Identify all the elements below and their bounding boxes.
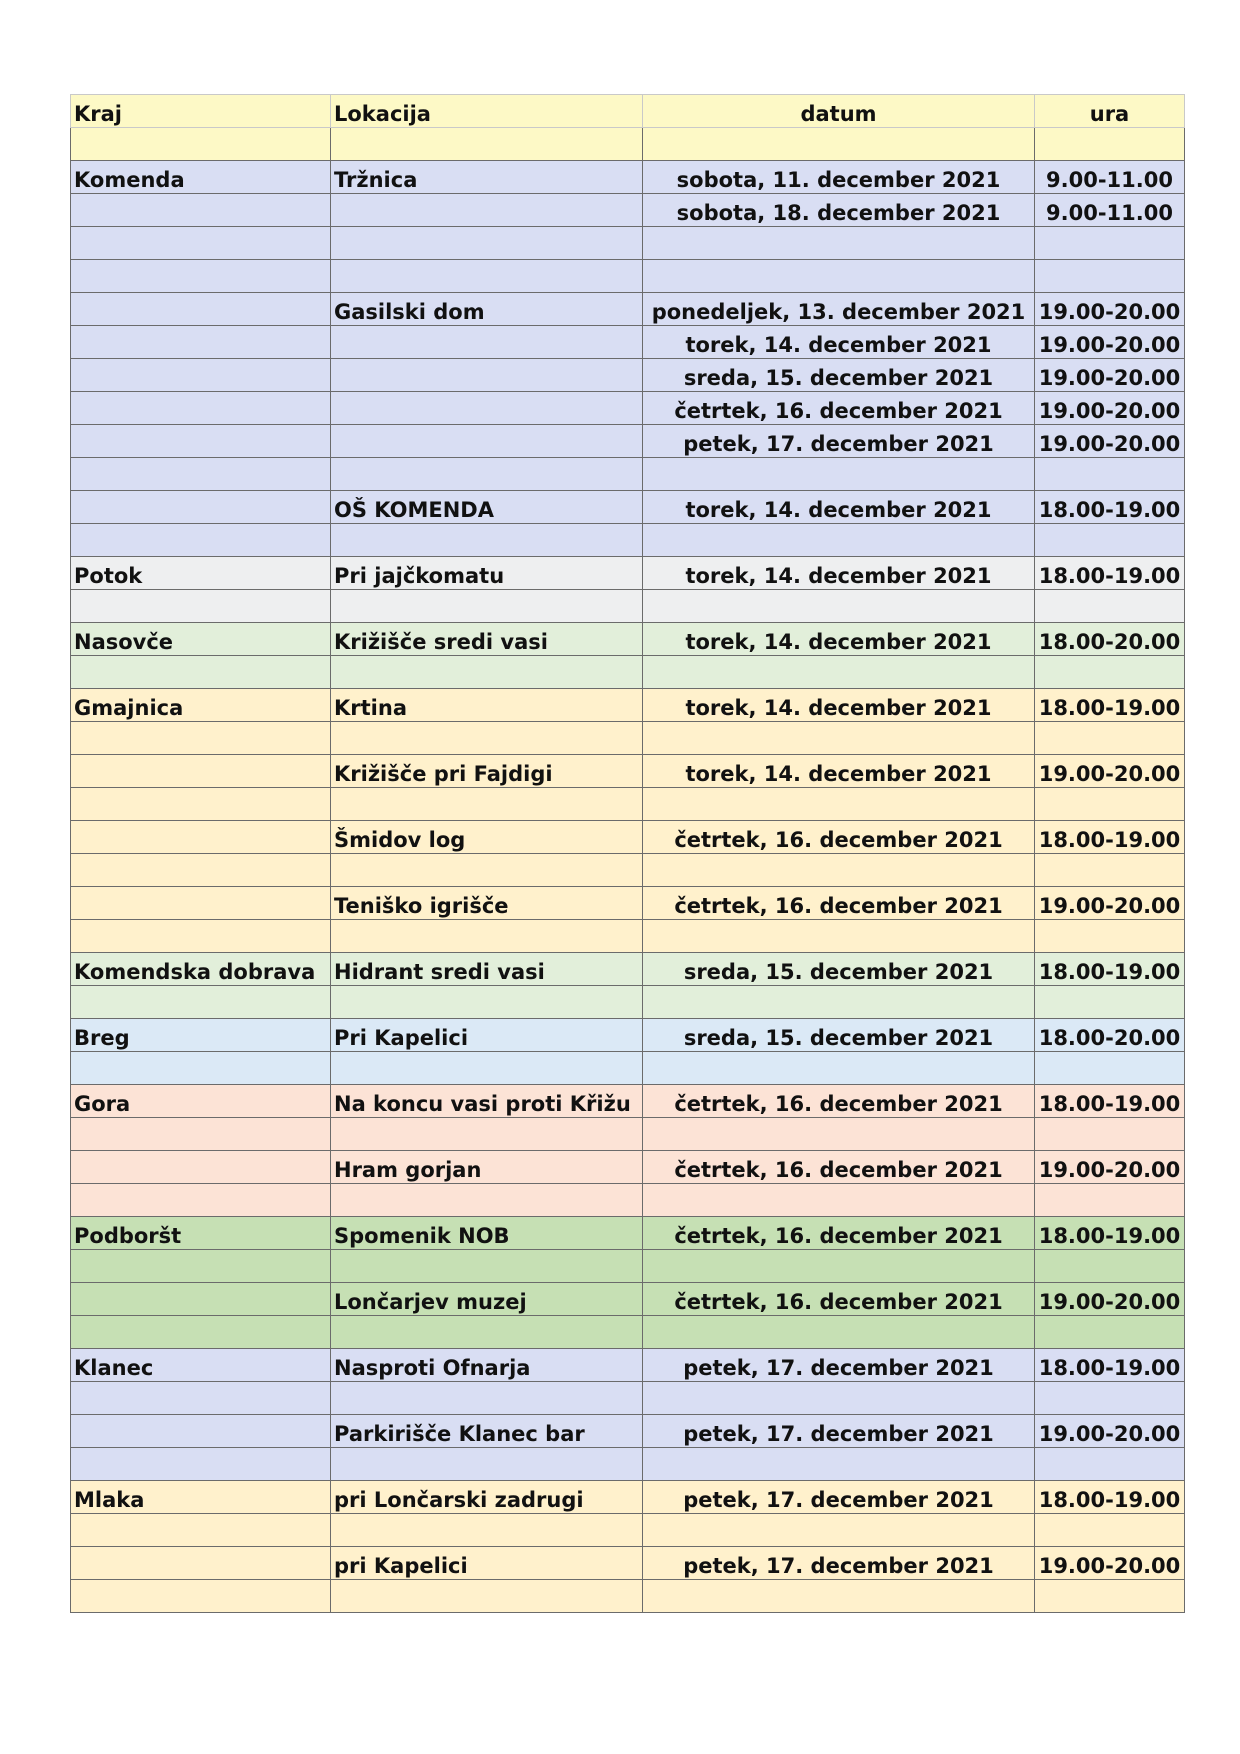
- cell-lokacija: [331, 986, 643, 1019]
- cell-kraj: [71, 755, 331, 788]
- cell-datum: [643, 1382, 1035, 1415]
- column-header-datum: datum: [643, 95, 1035, 128]
- cell-lokacija: [331, 920, 643, 953]
- cell-lokacija: Spomenik NOB: [331, 1217, 643, 1250]
- cell-datum: [643, 128, 1035, 161]
- schedule-sheet: [70, 94, 1184, 1613]
- cell-ura: [1035, 722, 1185, 755]
- cell-lokacija: [331, 1580, 643, 1613]
- table-row: [71, 326, 1185, 359]
- cell-ura: [1035, 920, 1185, 953]
- cell-lokacija: Pri Kapelici: [331, 1019, 643, 1052]
- table-row: [71, 1580, 1185, 1613]
- cell-kraj: [71, 1316, 331, 1349]
- cell-kraj: [71, 821, 331, 854]
- cell-kraj: Komendska dobrava: [71, 953, 331, 986]
- cell-datum: petek, 17. december 2021: [643, 1481, 1035, 1514]
- cell-datum: [643, 1184, 1035, 1217]
- cell-kraj: [71, 293, 331, 326]
- cell-ura: 18.00-19.00: [1035, 1349, 1185, 1382]
- table-row: [71, 1052, 1185, 1085]
- cell-ura: [1035, 1250, 1185, 1283]
- cell-ura: [1035, 1448, 1185, 1481]
- cell-kraj: [71, 1448, 331, 1481]
- cell-kraj: Mlaka: [71, 1481, 331, 1514]
- cell-ura: 19.00-20.00: [1035, 1283, 1185, 1316]
- cell-kraj: [71, 425, 331, 458]
- cell-ura: 19.00-20.00: [1035, 293, 1185, 326]
- table-row: [71, 392, 1185, 425]
- table-row: [71, 1217, 1185, 1250]
- cell-lokacija: [331, 128, 643, 161]
- cell-ura: 9.00-11.00: [1035, 194, 1185, 227]
- column-header-lokacija: Lokacija: [331, 95, 643, 128]
- column-header-ura: ura: [1035, 95, 1185, 128]
- cell-kraj: [71, 458, 331, 491]
- cell-ura: 18.00-20.00: [1035, 1019, 1185, 1052]
- table-row: [71, 557, 1185, 590]
- cell-kraj: Breg: [71, 1019, 331, 1052]
- cell-lokacija: pri Lončarski zadrugi: [331, 1481, 643, 1514]
- cell-kraj: [71, 1382, 331, 1415]
- cell-datum: četrtek, 16. december 2021: [643, 1283, 1035, 1316]
- cell-kraj: [71, 227, 331, 260]
- table-row: [71, 1481, 1185, 1514]
- cell-ura: [1035, 788, 1185, 821]
- cell-lokacija: Tržnica: [331, 161, 643, 194]
- cell-lokacija: Parkirišče Klanec bar: [331, 1415, 643, 1448]
- cell-lokacija: Pri jajčkomatu: [331, 557, 643, 590]
- cell-kraj: [71, 1118, 331, 1151]
- cell-datum: četrtek, 16. december 2021: [643, 392, 1035, 425]
- table-row: [71, 590, 1185, 623]
- cell-datum: četrtek, 16. december 2021: [643, 1085, 1035, 1118]
- table-row: [71, 1019, 1185, 1052]
- header-row: [71, 95, 1185, 128]
- cell-kraj: Gora: [71, 1085, 331, 1118]
- cell-kraj: [71, 1283, 331, 1316]
- cell-lokacija: [331, 788, 643, 821]
- cell-ura: 19.00-20.00: [1035, 755, 1185, 788]
- table-row: [71, 623, 1185, 656]
- cell-datum: [643, 524, 1035, 557]
- cell-kraj: [71, 788, 331, 821]
- cell-datum: petek, 17. december 2021: [643, 1415, 1035, 1448]
- cell-datum: [643, 986, 1035, 1019]
- cell-ura: [1035, 1184, 1185, 1217]
- table-row: [71, 1547, 1185, 1580]
- table-row: [71, 953, 1185, 986]
- table-row: [71, 1283, 1185, 1316]
- cell-lokacija: pri Kapelici: [331, 1547, 643, 1580]
- cell-kraj: [71, 1184, 331, 1217]
- cell-lokacija: Šmidov log: [331, 821, 643, 854]
- table-row: [71, 1382, 1185, 1415]
- cell-ura: [1035, 128, 1185, 161]
- cell-kraj: [71, 1580, 331, 1613]
- schedule-table: [70, 94, 1185, 1613]
- cell-lokacija: Križišče pri Fajdigi: [331, 755, 643, 788]
- cell-kraj: [71, 887, 331, 920]
- cell-lokacija: [331, 1382, 643, 1415]
- table-row: [71, 1415, 1185, 1448]
- cell-datum: sreda, 15. december 2021: [643, 1019, 1035, 1052]
- cell-ura: 19.00-20.00: [1035, 359, 1185, 392]
- cell-datum: [643, 590, 1035, 623]
- cell-datum: petek, 17. december 2021: [643, 1349, 1035, 1382]
- cell-ura: [1035, 1052, 1185, 1085]
- cell-lokacija: Na koncu vasi proti Křižu: [331, 1085, 643, 1118]
- table-row: [71, 656, 1185, 689]
- table-row: [71, 887, 1185, 920]
- cell-lokacija: [331, 1448, 643, 1481]
- cell-lokacija: Lončarjev muzej: [331, 1283, 643, 1316]
- cell-ura: [1035, 590, 1185, 623]
- cell-lokacija: [331, 359, 643, 392]
- cell-datum: četrtek, 16. december 2021: [643, 1151, 1035, 1184]
- cell-ura: 19.00-20.00: [1035, 392, 1185, 425]
- cell-ura: [1035, 986, 1185, 1019]
- cell-lokacija: [331, 392, 643, 425]
- cell-datum: torek, 14. december 2021: [643, 557, 1035, 590]
- cell-kraj: [71, 920, 331, 953]
- cell-datum: torek, 14. december 2021: [643, 491, 1035, 524]
- cell-ura: [1035, 656, 1185, 689]
- cell-kraj: Potok: [71, 557, 331, 590]
- cell-ura: [1035, 1382, 1185, 1415]
- table-row: [71, 821, 1185, 854]
- cell-ura: [1035, 524, 1185, 557]
- cell-kraj: Podboršt: [71, 1217, 331, 1250]
- table-row: [71, 1349, 1185, 1382]
- cell-ura: 18.00-19.00: [1035, 557, 1185, 590]
- cell-lokacija: [331, 1514, 643, 1547]
- cell-kraj: Klanec: [71, 1349, 331, 1382]
- cell-datum: [643, 1514, 1035, 1547]
- cell-ura: [1035, 260, 1185, 293]
- table-row: [71, 755, 1185, 788]
- cell-ura: 18.00-19.00: [1035, 689, 1185, 722]
- cell-kraj: [71, 854, 331, 887]
- cell-datum: torek, 14. december 2021: [643, 689, 1035, 722]
- cell-lokacija: [331, 656, 643, 689]
- table-row: [71, 359, 1185, 392]
- cell-kraj: [71, 326, 331, 359]
- cell-ura: 9.00-11.00: [1035, 161, 1185, 194]
- cell-datum: [643, 1448, 1035, 1481]
- cell-ura: 19.00-20.00: [1035, 425, 1185, 458]
- cell-lokacija: [331, 326, 643, 359]
- cell-kraj: Komenda: [71, 161, 331, 194]
- cell-kraj: [71, 491, 331, 524]
- cell-datum: [643, 227, 1035, 260]
- table-row: [71, 854, 1185, 887]
- table-row: [71, 1448, 1185, 1481]
- cell-kraj: [71, 260, 331, 293]
- cell-lokacija: [331, 1184, 643, 1217]
- cell-ura: 19.00-20.00: [1035, 1547, 1185, 1580]
- cell-ura: 18.00-20.00: [1035, 623, 1185, 656]
- cell-lokacija: [331, 854, 643, 887]
- table-row: [71, 293, 1185, 326]
- cell-lokacija: Gasilski dom: [331, 293, 643, 326]
- cell-ura: 18.00-19.00: [1035, 1085, 1185, 1118]
- cell-kraj: [71, 194, 331, 227]
- cell-datum: petek, 17. december 2021: [643, 425, 1035, 458]
- cell-lokacija: OŠ KOMENDA: [331, 491, 643, 524]
- table-row: [71, 920, 1185, 953]
- cell-lokacija: [331, 590, 643, 623]
- cell-kraj: [71, 1151, 331, 1184]
- cell-lokacija: [331, 1316, 643, 1349]
- cell-datum: torek, 14. december 2021: [643, 623, 1035, 656]
- table-row: [71, 161, 1185, 194]
- cell-lokacija: [331, 227, 643, 260]
- cell-lokacija: [331, 1118, 643, 1151]
- table-row: [71, 227, 1185, 260]
- cell-datum: ponedeljek, 13. december 2021: [643, 293, 1035, 326]
- table-row: [71, 194, 1185, 227]
- column-header-kraj: Kraj: [71, 95, 331, 128]
- cell-ura: 18.00-19.00: [1035, 821, 1185, 854]
- cell-lokacija: [331, 524, 643, 557]
- table-row: [71, 128, 1185, 161]
- cell-kraj: Gmajnica: [71, 689, 331, 722]
- cell-kraj: [71, 656, 331, 689]
- cell-kraj: Nasovče: [71, 623, 331, 656]
- cell-kraj: [71, 590, 331, 623]
- cell-kraj: [71, 722, 331, 755]
- cell-ura: 19.00-20.00: [1035, 1415, 1185, 1448]
- cell-datum: [643, 1580, 1035, 1613]
- schedule-rows: [71, 128, 1185, 1613]
- cell-lokacija: Hidrant sredi vasi: [331, 953, 643, 986]
- table-row: [71, 491, 1185, 524]
- table-row: [71, 1316, 1185, 1349]
- table-row: [71, 689, 1185, 722]
- cell-datum: [643, 1052, 1035, 1085]
- table-row: [71, 458, 1185, 491]
- table-row: [71, 1184, 1185, 1217]
- cell-datum: [643, 1316, 1035, 1349]
- cell-lokacija: [331, 1052, 643, 1085]
- cell-datum: sobota, 11. december 2021: [643, 161, 1035, 194]
- cell-datum: sreda, 15. december 2021: [643, 953, 1035, 986]
- cell-kraj: [71, 986, 331, 1019]
- cell-datum: četrtek, 16. december 2021: [643, 887, 1035, 920]
- table-row: [71, 1118, 1185, 1151]
- cell-lokacija: [331, 194, 643, 227]
- cell-datum: [643, 920, 1035, 953]
- cell-datum: [643, 722, 1035, 755]
- table-row: [71, 1151, 1185, 1184]
- cell-datum: [643, 458, 1035, 491]
- cell-ura: 18.00-19.00: [1035, 1481, 1185, 1514]
- cell-datum: četrtek, 16. december 2021: [643, 821, 1035, 854]
- cell-datum: torek, 14. december 2021: [643, 755, 1035, 788]
- table-row: [71, 260, 1185, 293]
- cell-datum: [643, 1118, 1035, 1151]
- table-row: [71, 788, 1185, 821]
- cell-lokacija: Krtina: [331, 689, 643, 722]
- cell-ura: 19.00-20.00: [1035, 326, 1185, 359]
- cell-datum: [643, 854, 1035, 887]
- cell-kraj: [71, 1250, 331, 1283]
- cell-datum: sobota, 18. december 2021: [643, 194, 1035, 227]
- table-row: [71, 1250, 1185, 1283]
- cell-ura: [1035, 1580, 1185, 1613]
- cell-kraj: [71, 524, 331, 557]
- cell-datum: torek, 14. december 2021: [643, 326, 1035, 359]
- cell-lokacija: [331, 1250, 643, 1283]
- table-row: [71, 1085, 1185, 1118]
- cell-datum: petek, 17. december 2021: [643, 1547, 1035, 1580]
- cell-datum: sreda, 15. december 2021: [643, 359, 1035, 392]
- cell-ura: [1035, 227, 1185, 260]
- cell-ura: [1035, 458, 1185, 491]
- cell-datum: [643, 1250, 1035, 1283]
- cell-lokacija: [331, 425, 643, 458]
- cell-datum: četrtek, 16. december 2021: [643, 1217, 1035, 1250]
- cell-ura: [1035, 1514, 1185, 1547]
- cell-lokacija: [331, 722, 643, 755]
- cell-kraj: [71, 1415, 331, 1448]
- cell-ura: 18.00-19.00: [1035, 1217, 1185, 1250]
- cell-ura: 19.00-20.00: [1035, 1151, 1185, 1184]
- table-row: [71, 1514, 1185, 1547]
- cell-ura: 18.00-19.00: [1035, 953, 1185, 986]
- cell-lokacija: Hram gorjan: [331, 1151, 643, 1184]
- cell-kraj: [71, 1514, 331, 1547]
- cell-datum: [643, 788, 1035, 821]
- cell-lokacija: [331, 260, 643, 293]
- cell-kraj: [71, 1547, 331, 1580]
- cell-lokacija: Nasproti Ofnarja: [331, 1349, 643, 1382]
- cell-ura: [1035, 1316, 1185, 1349]
- cell-kraj: [71, 128, 331, 161]
- cell-lokacija: Križišče sredi vasi: [331, 623, 643, 656]
- table-row: [71, 524, 1185, 557]
- cell-ura: 19.00-20.00: [1035, 887, 1185, 920]
- cell-ura: [1035, 854, 1185, 887]
- table-row: [71, 722, 1185, 755]
- cell-ura: 18.00-19.00: [1035, 491, 1185, 524]
- table-row: [71, 425, 1185, 458]
- cell-ura: [1035, 1118, 1185, 1151]
- table-row: [71, 986, 1185, 1019]
- cell-datum: [643, 656, 1035, 689]
- cell-datum: [643, 260, 1035, 293]
- cell-lokacija: [331, 458, 643, 491]
- cell-lokacija: Teniško igrišče: [331, 887, 643, 920]
- cell-kraj: [71, 392, 331, 425]
- cell-kraj: [71, 359, 331, 392]
- cell-kraj: [71, 1052, 331, 1085]
